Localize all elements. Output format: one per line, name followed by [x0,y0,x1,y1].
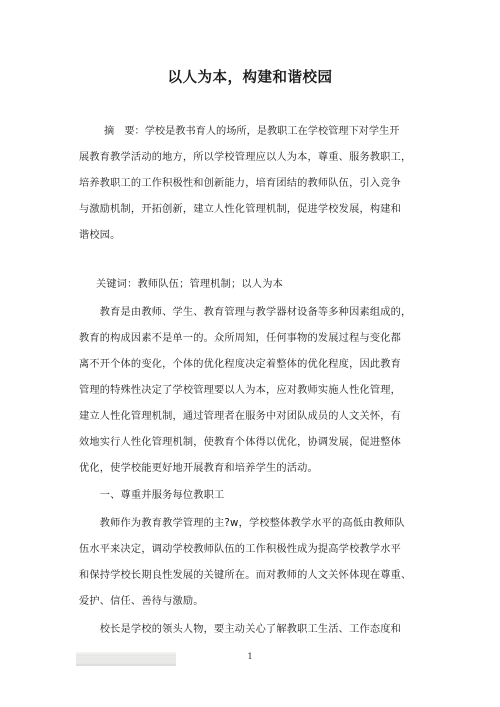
body-line: 伍水平来决定，调动学校教师队伍的工作积极性成为提高学校教学水平 [79,544,402,555]
body-line: 教育是由教师、学生、教育管理与教学器材设备等多种因素组成的， [79,307,412,318]
body-line: 建立人性化管理机制，通过管理者在服务中对团队成员的人文关怀，有 [79,411,402,422]
document-title: 以人为本，构建和谐校园 [167,70,333,86]
abstract-line: 与激励机制，开拓创新，建立人性化管理机制，促进学校发展，构建和 [79,204,402,215]
body-line: 优化，使学校能更好地开展教育和培养学生的活动。 [79,463,318,474]
keywords-line: 关键词：教师队伍；管理机制；以人为本 [96,279,283,290]
body-line: 教育的构成因素不是单一的。众所周知，任何事物的发展过程与变化都 [79,333,402,344]
abstract-line: 谐校园。 [79,230,121,241]
body-line: 教师作为教育教学管理的主?w，学校整体教学水平的高低由教师队 [79,518,405,529]
abstract-line: 培养教职工的工作积极性和创新能力，培育团结的教师队伍，引入竞争 [79,178,402,189]
section-heading: 一、尊重并服务每位教职工 [79,490,225,501]
page-number: 1 [247,652,253,661]
abstract-line: 学校是教书育人的场所，是教职工在学校管理下对学生开 [144,126,400,137]
abstract-line: 展教育教学活动的地方，所以学校管理应以人为本，尊重、服务教职工， [79,152,412,163]
body-line: 和保持学校长期良性发展的关键所在。而对教师的人文关怀体现在尊重、 [79,570,412,581]
body-line: 离不开个体的变化，个体的优化程度决定着整体的优化程度，因此教育 [79,359,402,370]
abstract-label-text: 摘 要： [104,126,145,137]
body-line: 爱护、信任、善待与激励。 [79,596,204,607]
abstract-label [104,122,399,137]
body-line: 管理的特殊性决定了学校管理要以人为本，应对教师实施人性化管理， [79,385,402,396]
body-line: 校长是学校的领头人物，要主动关心了解教职工生活、工作态度和 [79,624,402,635]
body-line: 效地实行人性化管理机制，使教育个体得以优化，协调发展，促进整体 [79,437,402,448]
